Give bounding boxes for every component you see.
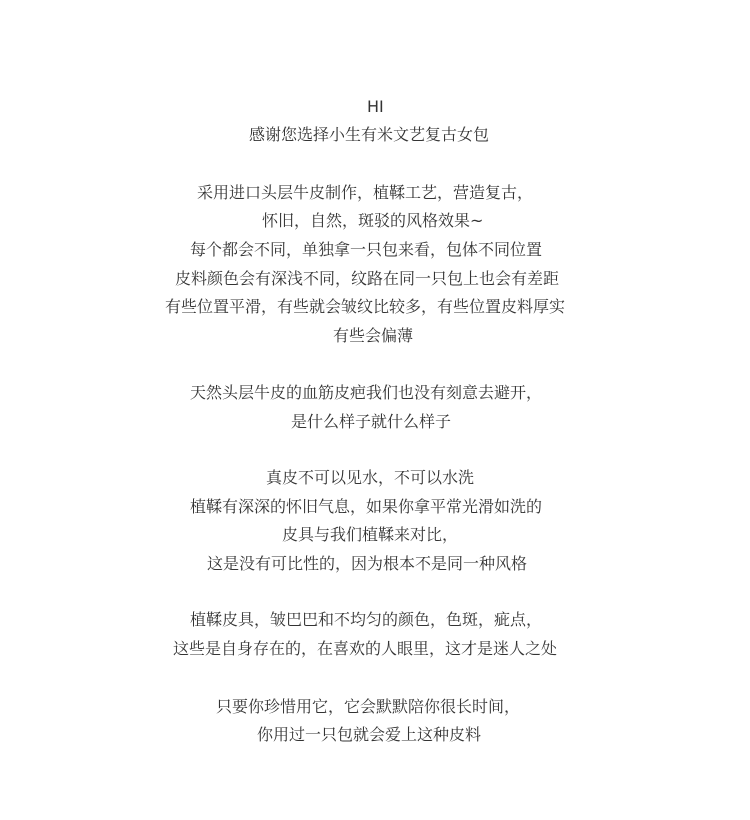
paragraph-1-line-2: 怀旧，自然，斑驳的风格效果~ xyxy=(262,211,484,230)
paragraph-3-line-2: 植鞣有深深的怀旧气息，如果你拿平常光滑如洗的 xyxy=(190,497,543,516)
paragraph-3-line-3: 皮具与我们植鞣来对比， xyxy=(282,525,459,544)
paragraph-1-line-1: 采用进口头层牛皮制作，植鞣工艺，营造复古， xyxy=(197,183,534,202)
paragraph-3-line-1: 真皮不可以见水，不可以水洗 xyxy=(266,468,475,487)
paragraph-1-line-4: 皮料颜色会有深浅不同，纹路在同一只包上也会有差距 xyxy=(175,269,560,288)
paragraph-2-line-1: 天然头层牛皮的血筋皮疤我们也没有刻意去避开， xyxy=(190,383,543,402)
paragraph-2-line-2: 是什么样子就什么样子 xyxy=(291,412,452,431)
paragraph-1-line-3: 每个都会不同，单独拿一只包来看，包体不同位置 xyxy=(190,240,543,259)
paragraph-5-line-1: 只要你珍惜用它，它会默默陪你很长时间， xyxy=(216,697,521,716)
paragraph-4-line-2: 这些是自身存在的，在喜欢的人眼里，这才是迷人之处 xyxy=(173,639,558,658)
paragraph-3-line-4: 这是没有可比性的，因为根本不是同一种风格 xyxy=(207,554,528,573)
paragraph-1-line-5: 有些位置平滑，有些就会皱纹比较多，有些位置皮料厚实 xyxy=(165,297,566,316)
paragraph-5-line-2: 你用过一只包就会爱上这种皮料 xyxy=(257,725,482,744)
paragraph-4-line-1: 植鞣皮具，皱巴巴和不均匀的颜色，色斑，疵点， xyxy=(190,610,543,629)
thanks-text: 感谢您选择小生有米文艺复古女包 xyxy=(249,125,490,144)
paragraph-1-line-6: 有些会偏薄 xyxy=(333,326,414,345)
greeting-text: HI xyxy=(367,97,384,116)
